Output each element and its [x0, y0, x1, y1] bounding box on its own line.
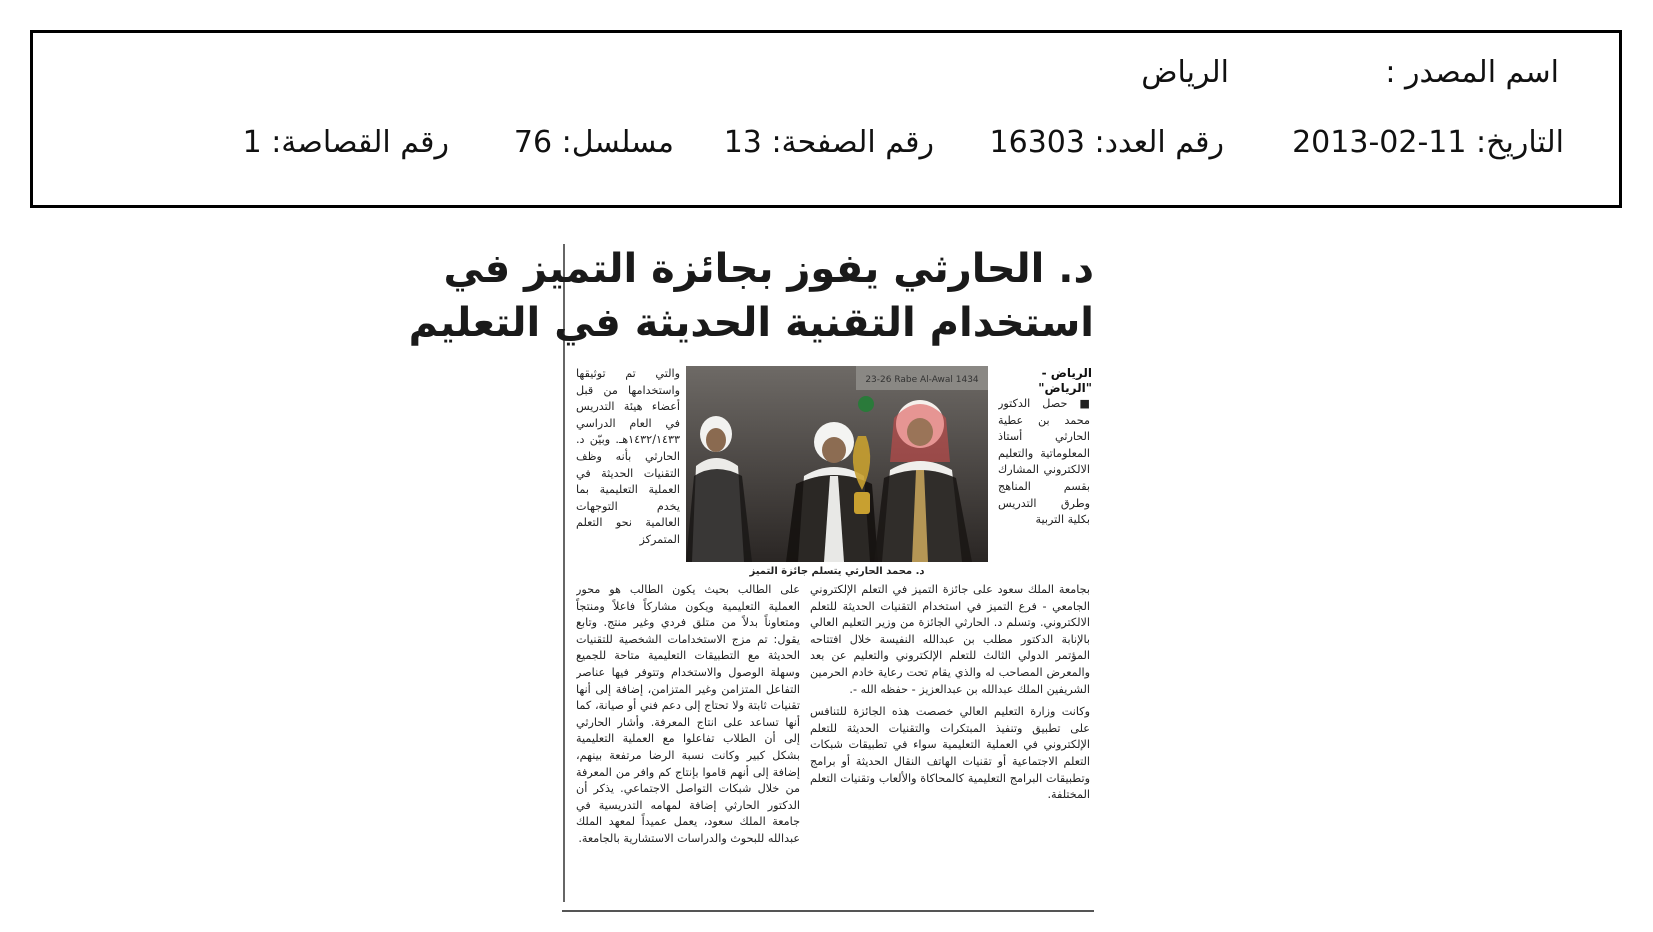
article-column-left-top: والتي تم توثيقها واستخدامها من قبل أعضاء هيئة التدريس في العام الدراسي ١٤٣٢/١٤٣٣هـ. وبيّن د. الحارثي بأنه وظف التقنيات الحديثة في العملية التعليمية بما يخدم التوجهات العالمية نحو التعلم المتمركز [576, 367, 680, 546]
article-column-left-bottom: على الطالب بحيث يكون الطالب هو محور العملية التعليمية ويكون مشاركاً فاعلاً ومنتجاً ومتعاوناً بدلاً من متلق فردي وغير منتج. وتابع يقول: تم مزج الاستخدامات الشخصية للتقنيات الحديثة مع التطبيقات التعليمية متاحة للجميع وسهلة الوصول والاستخدام وتتوفر فيها عناصر التفاعل المتزامن وغير المتزامن، إضافة إلى أنها تقنيات ثابتة ولا تحتاج إلى دعم فني أو صيانة، كما أنها تساعد على انتاج المعرفة. وأشار الحارثي إلى أن الطلاب تفاعلوا مع العملية التعليمية بشكل كبير وكانت نسبة الرضا مرتفعة بينهم، إضافة إلى أنهم قاموا بإنتاج كم وافر من المعرفة من خلال شبكات التواصل الاجتماعي. يذكر أن الدكتور الحارثي إضافة لمهامه التدريسية في جامعة الملك سعود، يعمل عميداً لمعهد الملك عبدالله للبحوث والدراسات الاستشارية بالجامعة. [576, 583, 800, 845]
dateline: الرياض - "الرياض" [1038, 366, 1092, 395]
date-field: التاريخ: 11-02-2013 [1292, 125, 1564, 160]
page-number-field: رقم الصفحة: 13 [723, 125, 934, 160]
award-ceremony-image [686, 366, 988, 562]
newspaper-clipping [408, 240, 1094, 916]
serial-field: مسلسل: 76 [513, 125, 674, 160]
photo-banner-text: 23-26 Rabe Al-Awal 1434 [865, 375, 979, 385]
source-value: الرياض [1141, 55, 1229, 90]
clipping-header-box [30, 30, 1622, 208]
award-photo [686, 366, 988, 562]
article-column-right-top: ■ حصل الدكتور محمد بن عطية الحارثي أستاذ المعلوماتية والتعليم الالكتروني المشارك بقسم المناهج وطرق التدريس بكلية التربية [998, 397, 1090, 527]
bottom-rule [562, 910, 1094, 912]
clip-number-field: رقم القصاصة: 1 [242, 125, 449, 160]
issue-number-field: رقم العدد: 16303 [989, 125, 1224, 160]
headline-line-2: استخدام التقنية الحديثة في التعليم [408, 300, 1094, 346]
photo-caption: د. محمد الحارثي يتسلم جائزة التميز [749, 566, 925, 577]
headline-line-1: د. الحارثي يفوز بجائزة التميز في [443, 246, 1094, 292]
article-column-right-bottom: بجامعة الملك سعود على جائزة التميز في التعلم الإلكتروني الجامعي - فرع التميز في استخدام التقنيات الحديثة للتعلم الالكتروني. وتسلم د. الحارثي الجائزة من وزير التعليم العالي بالإنابة الدكتور مطلب بن عبدالله النفيسة خلال افتتاحه المؤتمر الدولي الثالث للتعلم الإلكتروني والتعليم عن بعد والمعرض المصاحب له والذي يقام تحت رعاية خادم الحرمين الشريفين الملك عبدالله بن عبدالعزيز - حفظه الله -. وكانت وزارة التعليم العالي خصصت هذه الجائزة للتنافس على تطبيق وتنفيذ المبتكرات والتقنيات الحديثة للتعلم الإلكتروني في العملية التعليمية سواء في تطبيقات شبكات التعلم الاجتماعية أو تقنيات الهاتف النقال الحديثة أو برامج وتطبيقات البرامج التعليمية كالمحاكاة والألعاب وتقنيات التعلم المختلفة. [810, 583, 1090, 802]
source-label: اسم المصدر : [1385, 55, 1559, 90]
